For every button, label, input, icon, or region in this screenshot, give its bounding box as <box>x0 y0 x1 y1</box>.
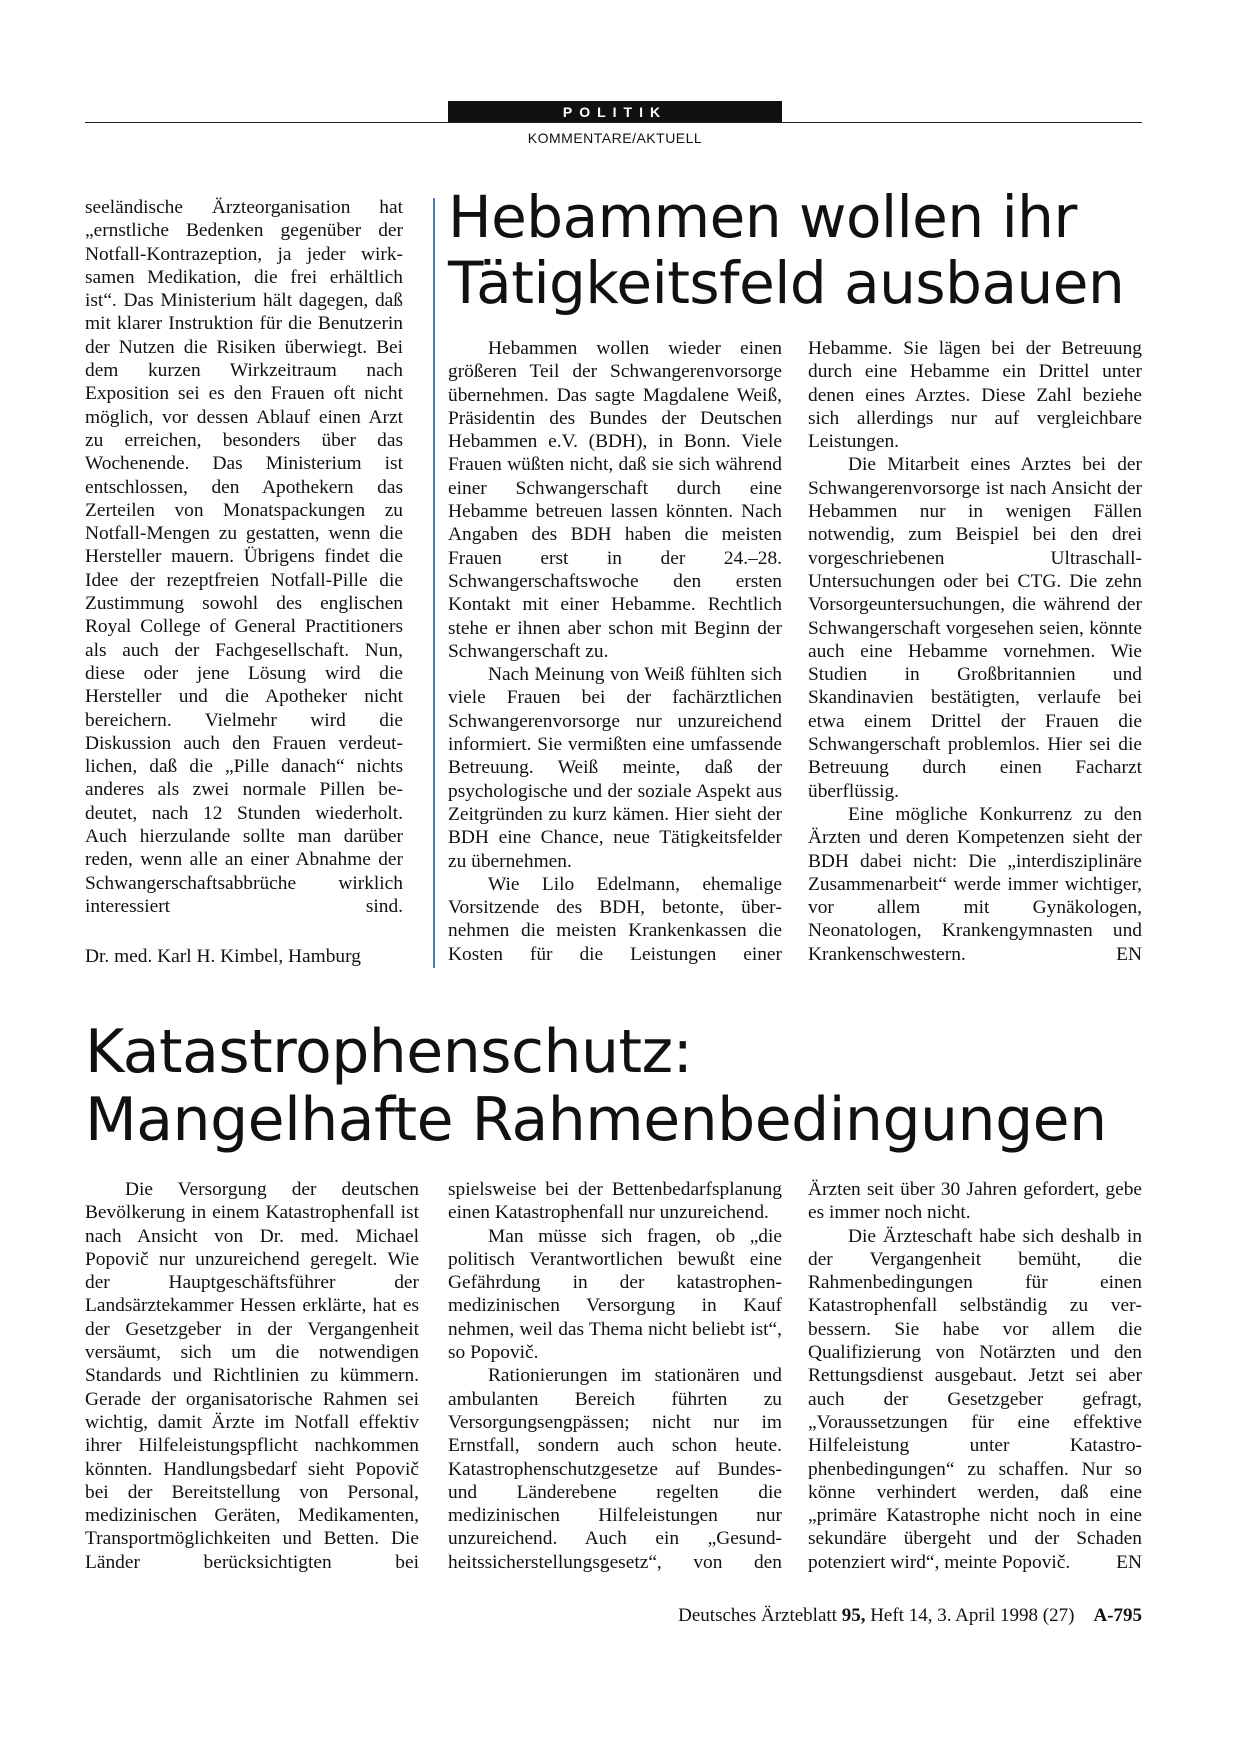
article1-headline-line1: Hebammen wollen ihr <box>448 183 1077 251</box>
column-divider <box>433 198 435 968</box>
article1-paragraph <box>808 803 1142 966</box>
article1-paragraph: Hebammen wollen wieder einen größeren Teil der Schwangerenvorsorge übernehmen. Das sagte Magdalene Weiß, Präsidentin des Bundes der Deutschen Hebammen e.V. (BDH), in Bonn. Viele Frauen wüßten nicht, daß sie sich während einer Schwangerschaft durch eine Hebamme betreuen lassen könnten. Nach Angaben des BDH haben die meisten Frauen erst in der 24.–28. Schwangerschaftswoche den ersten Kontakt mit einer Hebamme. Rechtlich stehe er ihnen aber schon mit Beginn der Schwangerschaft zu. <box>448 338 782 662</box>
left-column-paragraph: seeländische Ärzteorganisation hat „ernstliche Bedenken gegenüber der Notfall-Kontrazeption, ja jeder wirksamen Medikation, die frei erhältlich ist“. Das Ministerium hält dagegen, daß mit klarer Instruktion für die Benutzerin der Nutzen die Risiken überwiegt. Bei dem kurzen Wirkzeitraum nach Exposition sei es den Frauen oft nicht möglich, vor dessen Ablauf einen Arzt zu erreichen, besonders über das Wochenende. Das Ministerium ist entschlossen, den Apothekern das Zerteilen von Monatspackungen zu Notfall-Mengen zu gestatten, wenn die Hersteller mauern. Übrigens findet die Idee der rezeptfreien Notfall-Pille die Zustimmung sowohl des englischen Royal College of General Practitioners als auch der Fachgesellschaft. Nun, diese oder jene Lösung wird die Hersteller und die Apotheker nicht bereichern. Vielmehr wird die Diskussion auch den Frauen verdeutlichen, daß die „Pille danach“ nichts anderes als zwei normale Pillen bedeutet, nach 12 Stunden wiederholt. Auch hierzulande sollte man darüber reden, wenn alle an einer Abnahme der Schwangerschaftsabbrüche wirklich interessiert sind. <box>85 197 403 917</box>
article2-column-2 <box>448 1178 782 1574</box>
article2-paragraph: Die Versorgung der deutschen Bevölkerung in einem Katastrophenfall ist nach Ansicht von Dr. med. Michael Popovič nur unzureichend geregelt. Wie der Hauptgeschäftsführer der Landsärztekammer Hessen erklärte, hat es der Gesetzgeber in der Vergangenheit versäumt, sich um die notwendigen Standards und Richtlinien zu kümmern. Gerade der organisatorische Rahmen sei wichtig, damit Ärzte im Notfall effektiv ihrer Hilfeleistungspflicht nachkommen könnten. Handlungsbedarf sieht Popovič bei der Bereitstellung von Personal, medizinischen Geräten, Medikamenten, Transportmöglichkeiten und Betten. Die Länder berücksichtigten bei <box>85 1179 419 1573</box>
article1-paragraph-text: Eine mögliche Konkurrenz zu den Ärzten und deren Kompetenzen sieht der BDH dabei nicht: Die „interdisziplinäre Zusammenarbeit“ werde immer wichtiger, vor allem mit Gynäkologen, Neonatologen, Krankengymnasten und Krankenschwestern. <box>808 803 1142 965</box>
article1-paragraph: Hebamme. Sie lägen bei der Betreuung durch eine Hebamme ein Drittel unter denen eines Arztes. Diese Zahl beziehe sich allerdings nur auf vergleichbare Leistungen. <box>808 338 1142 453</box>
footer-volume: 95, <box>841 1605 866 1626</box>
article1-paragraph: Nach Meinung von Weiß fühlten sich viele Frauen bei der fachärztlichen Schwangerenvorsorge nur unzureichend informiert. Sie vermißten eine umfassende Betreuung. Weiß meinte, daß der psychologische und der soziale Aspekt aus Zeitgründen zu kurz kämen. Hier sieht der BDH eine Chance, neue Tätigkeitsfelder zu übernehmen. <box>448 664 782 872</box>
footer-page-number: A-795 <box>1093 1605 1142 1626</box>
article2-paragraph <box>808 1225 1142 1574</box>
section-label: POLITIK <box>448 101 782 123</box>
article2-column-3 <box>808 1178 1142 1574</box>
article1-column-2 <box>808 337 1142 966</box>
letter-signature: Dr. med. Karl H. Kimbel, Hamburg <box>85 946 361 967</box>
article2-paragraph: spielsweise bei der Bettenbedarfsplanung einen Katastrophenfall nur unzureichend. <box>448 1179 782 1224</box>
article1-column-1 <box>448 337 782 966</box>
article2-column-1 <box>85 1178 419 1574</box>
article1-headline <box>448 184 1124 316</box>
subsection-label: KOMMENTARE/AKTUELL <box>527 130 703 146</box>
header-rule <box>85 122 1142 123</box>
article2-paragraph: Rationierungen im stationären und ambulanten Bereich führten zu Versorgungsengpässen; nicht nur im Ernstfall, sondern auch schon heute. Katastrophenschutzgesetze auf Bundes- und Länderebene regelten die medizinischen Hilfeleistungen nur unzureichend. Auch ein „Gesundheitssicherstellungsgesetz“, von den <box>448 1365 782 1573</box>
footer-issue: Heft 14, 3. April 1998 (27) <box>870 1605 1075 1626</box>
article2-paragraph-text: Die Ärzteschaft habe sich deshalb in der Vergangenheit bemüht, die Rahmenbedingungen für einen Katastrophenfall selbständig zu verbessern. Sie habe vor allem die Qualifizierung von Notärzten und den Rettungsdienst ausgebaut. Jetzt sei aber auch der Gesetzgeber gefragt, „Voraussetzungen für eine effektive Hilfeleistung unter Katastrophenbedingungen“ zu schaffen. Nur so könne verhindert werden, daß eine „primäre Katastrophe nicht noch in eine sekundäre übergeht und der Schaden potenziert wird“, meinte Popovič. <box>808 1225 1142 1573</box>
footer-journal: Deutsches Ärzteblatt <box>678 1605 837 1626</box>
article1-author: EN <box>1116 943 1142 965</box>
page-footer <box>678 1604 1142 1628</box>
article1-headline-line2: Tätigkeitsfeld ausbauen <box>448 249 1125 317</box>
article2-headline-line1: Katastrophenschutz: <box>85 1017 693 1087</box>
article2-paragraph: Ärzten seit über 30 Jahren gefordert, gebe es immer noch nicht. <box>808 1179 1142 1224</box>
article2-headline-line2: Mangelhafte Rahmenbedingungen <box>85 1085 1107 1155</box>
left-column <box>85 196 403 918</box>
article1-paragraph: Wie Lilo Edelmann, ehemalige Vorsitzende des BDH, betonte, übernehmen die meisten Krankenkassen die Kosten für die Leistungen einer <box>448 873 782 965</box>
article2-paragraph: Man müsse sich fragen, ob „die politisch Verantwortlichen bewußt eine Gefährdung in der katastrophenmedizinischen Versorgung in Kauf nehmen, weil das Thema nicht beliebt ist“, so Popovič. <box>448 1225 782 1364</box>
article2-headline <box>85 1018 1107 1154</box>
article1-paragraph: Die Mitarbeit eines Arztes bei der Schwangerenvorsorge ist nach Ansicht der Hebammen nur in wenigen Fällen notwendig, zum Beispiel bei den drei vorgeschriebenen Ultraschall-Untersuchungen oder bei CTG. Die zehn Vorsorgeuntersuchungen, die während der Schwangerschaft vorgesehen seien, könnte auch eine Hebamme vornehmen. Wie Studien in Großbritannien und Skandinavien bestätigten, verlaufe bei etwa einem Drittel der Frauen die Schwangerschaft problemlos. Hier sei die Betreuung durch einen Facharzt überflüssig. <box>808 454 1142 802</box>
article2-author: EN <box>1116 1551 1142 1573</box>
